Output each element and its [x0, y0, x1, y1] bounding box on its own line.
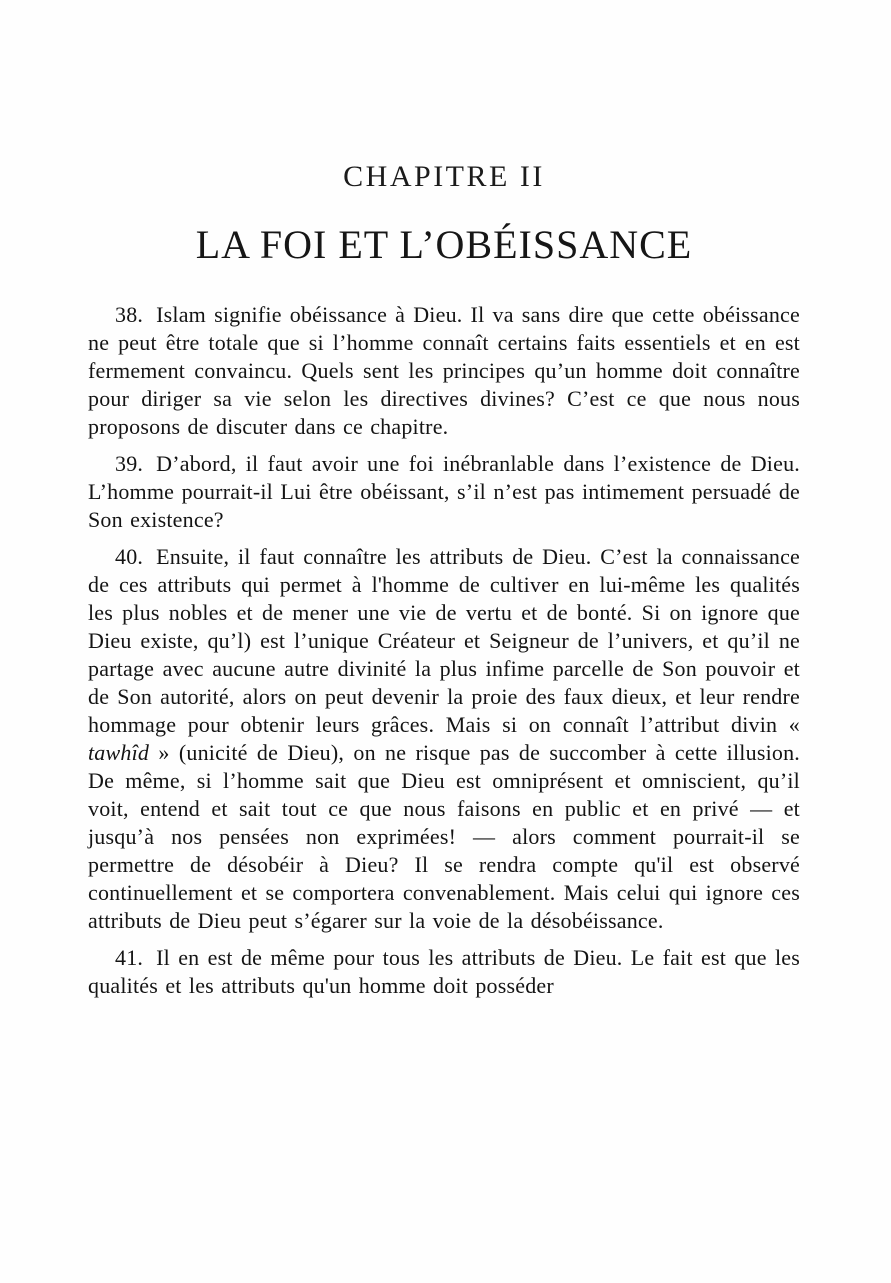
paragraph-39 [88, 450, 800, 534]
paragraph-number: 40. [115, 544, 144, 569]
paragraph-number: 41. [115, 945, 144, 970]
paragraph-text: Ensuite, il faut connaître les attributs de Dieu. C’est la connaissance de ces attributs qui permet à l'homme de cultiver en lui-même les qualités les plus nobles et de mener une vie de vertu et de bonté. Si on ignore que Dieu existe, qu’l) est l’unique Créateur et Seigneur de l’univers, et qu’il ne partage avec aucune autre divinité la plus infime parcelle de Son pouvoir et de Son autorité, alors on peut devenir la proie des faux dieux, et leur rendre hommage pour obtenir leurs grâces. Mais si on connaît l’attribut divin « [88, 544, 800, 737]
paragraph-text: Islam signifie obéissance à Dieu. Il va sans dire que cette obéissance ne peut être totale que si l’homme connaît certains faits essentiels et en est fermement convaincu. Quels sent les principes qu’un homme doit connaître pour diriger sa vie selon les directives divines? C’est ce que nous nous proposons de discuter dans ce chapitre. [88, 302, 800, 439]
paragraph-text: D’abord, il faut avoir une foi inébranlable dans l’existence de Dieu. L’homme pourrait-il Lui être obéissant, s’il n’est pas intimement persuadé de Son existence? [88, 451, 800, 532]
paragraph-number: 38. [115, 302, 144, 327]
italic-term-tawhid: tawhîd [88, 740, 150, 765]
paragraph-text: Il en est de même pour tous les attributs de Dieu. Le fait est que les qualités et les attributs qu'un homme doit posséder [88, 945, 800, 998]
paragraph-41 [88, 944, 800, 1000]
paragraph-40 [88, 543, 800, 935]
chapter-label: CHAPITRE II [343, 160, 545, 193]
paragraph-38 [88, 301, 800, 441]
page-content [88, 301, 800, 1000]
paragraph-text: » (unicité de Dieu), on ne risque pas de succomber à cette illusion. De même, si l’homme sait que Dieu est omniprésent et omniscient, qu’il voit, entend et sait tout ce que nous faisons en public et en privé — et jusqu’à nos pensées non exprimées! — alors comment pourrait-il se permettre de désobéir à Dieu? Il se rendra compte qu'il est observé continuellement et se comportera convenablement. Mais celui qui ignore ces attributs de Dieu peut s’égarer sur la voie de la désobéissance. [88, 740, 800, 933]
paragraph-number: 39. [115, 451, 144, 476]
chapter-title: LA FOI ET L’OBÉISSANCE [195, 222, 693, 267]
